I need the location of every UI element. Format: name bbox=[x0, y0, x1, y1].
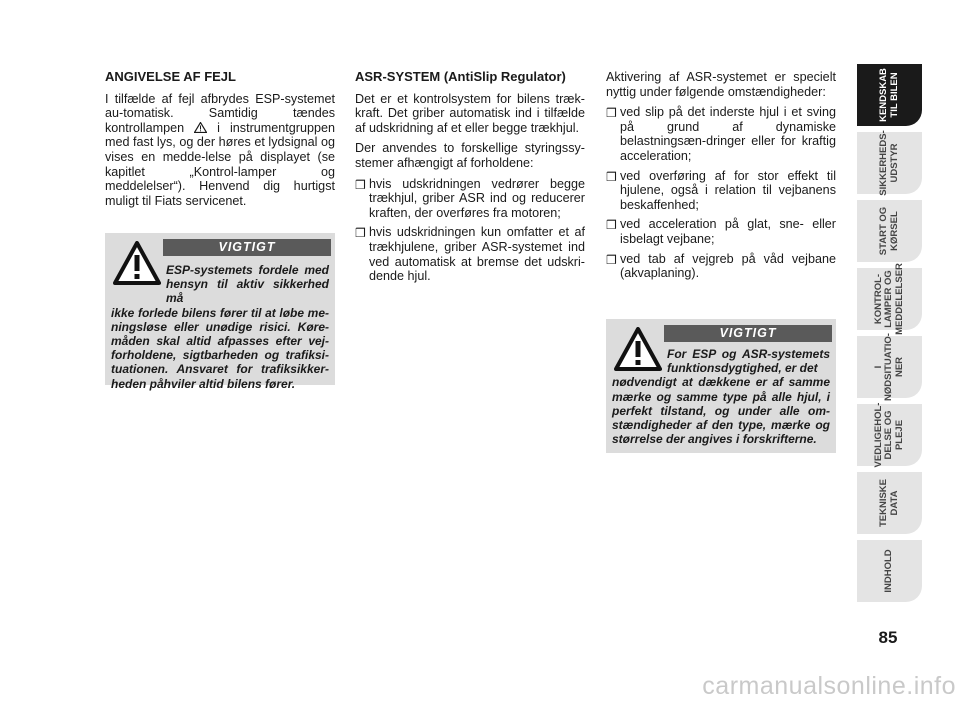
list-item bbox=[606, 169, 836, 213]
list-item-text: hvis udskridningen kun omfatter et af trækhjulene, griber ASR-systemet ind ved automatisk at bremse det udskri-dende hjul. bbox=[369, 225, 585, 284]
warning-label: VIGTIGT bbox=[163, 239, 331, 256]
warning-lead: For ESP og ASR-systemets funktionsdygtighed, er det bbox=[667, 347, 830, 376]
checkbox-bullet-icon: ❒ bbox=[606, 106, 617, 121]
page-number: 85 bbox=[878, 628, 898, 647]
checkbox-bullet-icon: ❒ bbox=[355, 177, 366, 192]
warning-text bbox=[111, 263, 329, 391]
checkbox-bullet-icon: ❒ bbox=[606, 252, 617, 267]
checkbox-bullet-icon: ❒ bbox=[606, 169, 617, 184]
fault-paragraph bbox=[105, 92, 335, 209]
tab-kontrollamper[interactable] bbox=[857, 263, 922, 335]
warning-lead: ESP-systemets fordele med hensyn til aktiv sikkerhed må bbox=[166, 263, 329, 306]
column-asr-system bbox=[355, 70, 585, 289]
list-item bbox=[606, 105, 836, 163]
warning-triangle-icon bbox=[194, 122, 207, 133]
tab-label: TEKNISKE DATA bbox=[878, 478, 900, 528]
warning-text bbox=[612, 347, 830, 446]
tab-label: VEDLIGEHOL- DELSE OG PLEJE bbox=[872, 402, 905, 468]
warning-box-esp bbox=[105, 233, 335, 391]
tab-vedligeholdelse[interactable] bbox=[857, 404, 922, 466]
column-fault-indication bbox=[105, 70, 335, 214]
list-item bbox=[355, 177, 585, 221]
checkbox-bullet-icon: ❒ bbox=[606, 218, 617, 233]
tab-nodsituationer[interactable] bbox=[857, 333, 922, 401]
tab-label: KENDSKAB TIL BILEN bbox=[878, 68, 900, 122]
list-item bbox=[606, 217, 836, 246]
tab-sikkerhedsudstyr[interactable] bbox=[857, 132, 922, 194]
column-asr-activation bbox=[606, 70, 836, 286]
fault-text-before: I tilfælde af fejl afbrydes ESP-systemet au-tomatisk. Samtidig tændes kontrollampen bbox=[105, 91, 335, 135]
tab-label: START OG KØRSEL bbox=[878, 206, 900, 256]
tab-label: I NØDSITUATIO- NER bbox=[872, 333, 905, 401]
list-item-text: hvis udskridningen vedrører begge trækhjul, griber ASR ind og reducerer kraften, der overføres fra motoren; bbox=[369, 176, 585, 220]
list-item-text: ved slip på det inderste hjul i et sving på grund af dynamiske belastningsæn-dringer eller for kraftig acceleration; bbox=[620, 105, 836, 163]
warning-rest: ikke forlede bilens fører til at løbe me-ningsløse eller unødige risici. Køre-måden skal altid afpasses efter vej-forholdene, sigtbarheden og trafiksi-tuationen. Ansvaret for trafiksikker-heden påhviler altid bilens fører. bbox=[111, 305, 329, 391]
tab-label: SIKKERHEDS- UDSTYR bbox=[878, 130, 900, 196]
list-item bbox=[355, 225, 585, 283]
watermark: carmanualsonline.info bbox=[702, 672, 956, 700]
list-item bbox=[606, 252, 836, 281]
tab-label: INDHOLD bbox=[883, 549, 895, 593]
warning-rest: nødvendigt at dækkene er af samme mærke og samme type på alle hjul, i perfekt tilstand, og under alle om-stændigheder af den type, mærke og størrelse der angives i forskrifterne. bbox=[612, 375, 830, 447]
heading-fault: ANGIVELSE AF FEJL bbox=[105, 69, 236, 84]
list-item-text: ved acceleration på glat, sne- eller isbelagt vejbane; bbox=[620, 217, 836, 246]
tab-indhold[interactable] bbox=[857, 540, 922, 602]
activation-paragraph: Aktivering af ASR-systemet er specielt nyttig under følgende omstændigheder: bbox=[606, 70, 836, 99]
asr-paragraph-1: Det er et kontrolsystem for bilens træk-kraft. Det griber automatisk ind i tilfælde af udskridning af et eller begge trækhjul. bbox=[355, 91, 585, 135]
list-item-text: ved overføring af for stor effekt til hjulene, også i relation til vejbanens beskaffenhed; bbox=[620, 168, 836, 212]
tab-start-og-korsel[interactable] bbox=[857, 200, 922, 262]
tab-kendskab-til-bilen[interactable] bbox=[857, 64, 922, 126]
heading-asr: ASR-SYSTEM (AntiSlip Regulator) bbox=[355, 69, 566, 84]
warning-box-tyres bbox=[606, 319, 836, 453]
tab-tekniske-data[interactable] bbox=[857, 472, 922, 534]
list-item-text: ved tab af vejgreb på våd vejbane (akvaplaning). bbox=[620, 251, 836, 281]
tab-label: KONTROL- LAMPER OG MEDDELELSER bbox=[872, 263, 905, 335]
fault-text-after: i instrumentgruppen med fast lys, og der høres et lydsignal og vises en medde-lelse på displayet (se kapitlet „Kontrol-lamper og meddelelser“). Henvend dig hurtigst muligt til Fiats servicenet. bbox=[105, 120, 336, 208]
checkbox-bullet-icon: ❒ bbox=[355, 226, 366, 241]
warning-label: VIGTIGT bbox=[664, 325, 832, 342]
asr-paragraph-2: Der anvendes to forskellige styringssy-stemer afhængigt af forholdene: bbox=[355, 141, 585, 170]
